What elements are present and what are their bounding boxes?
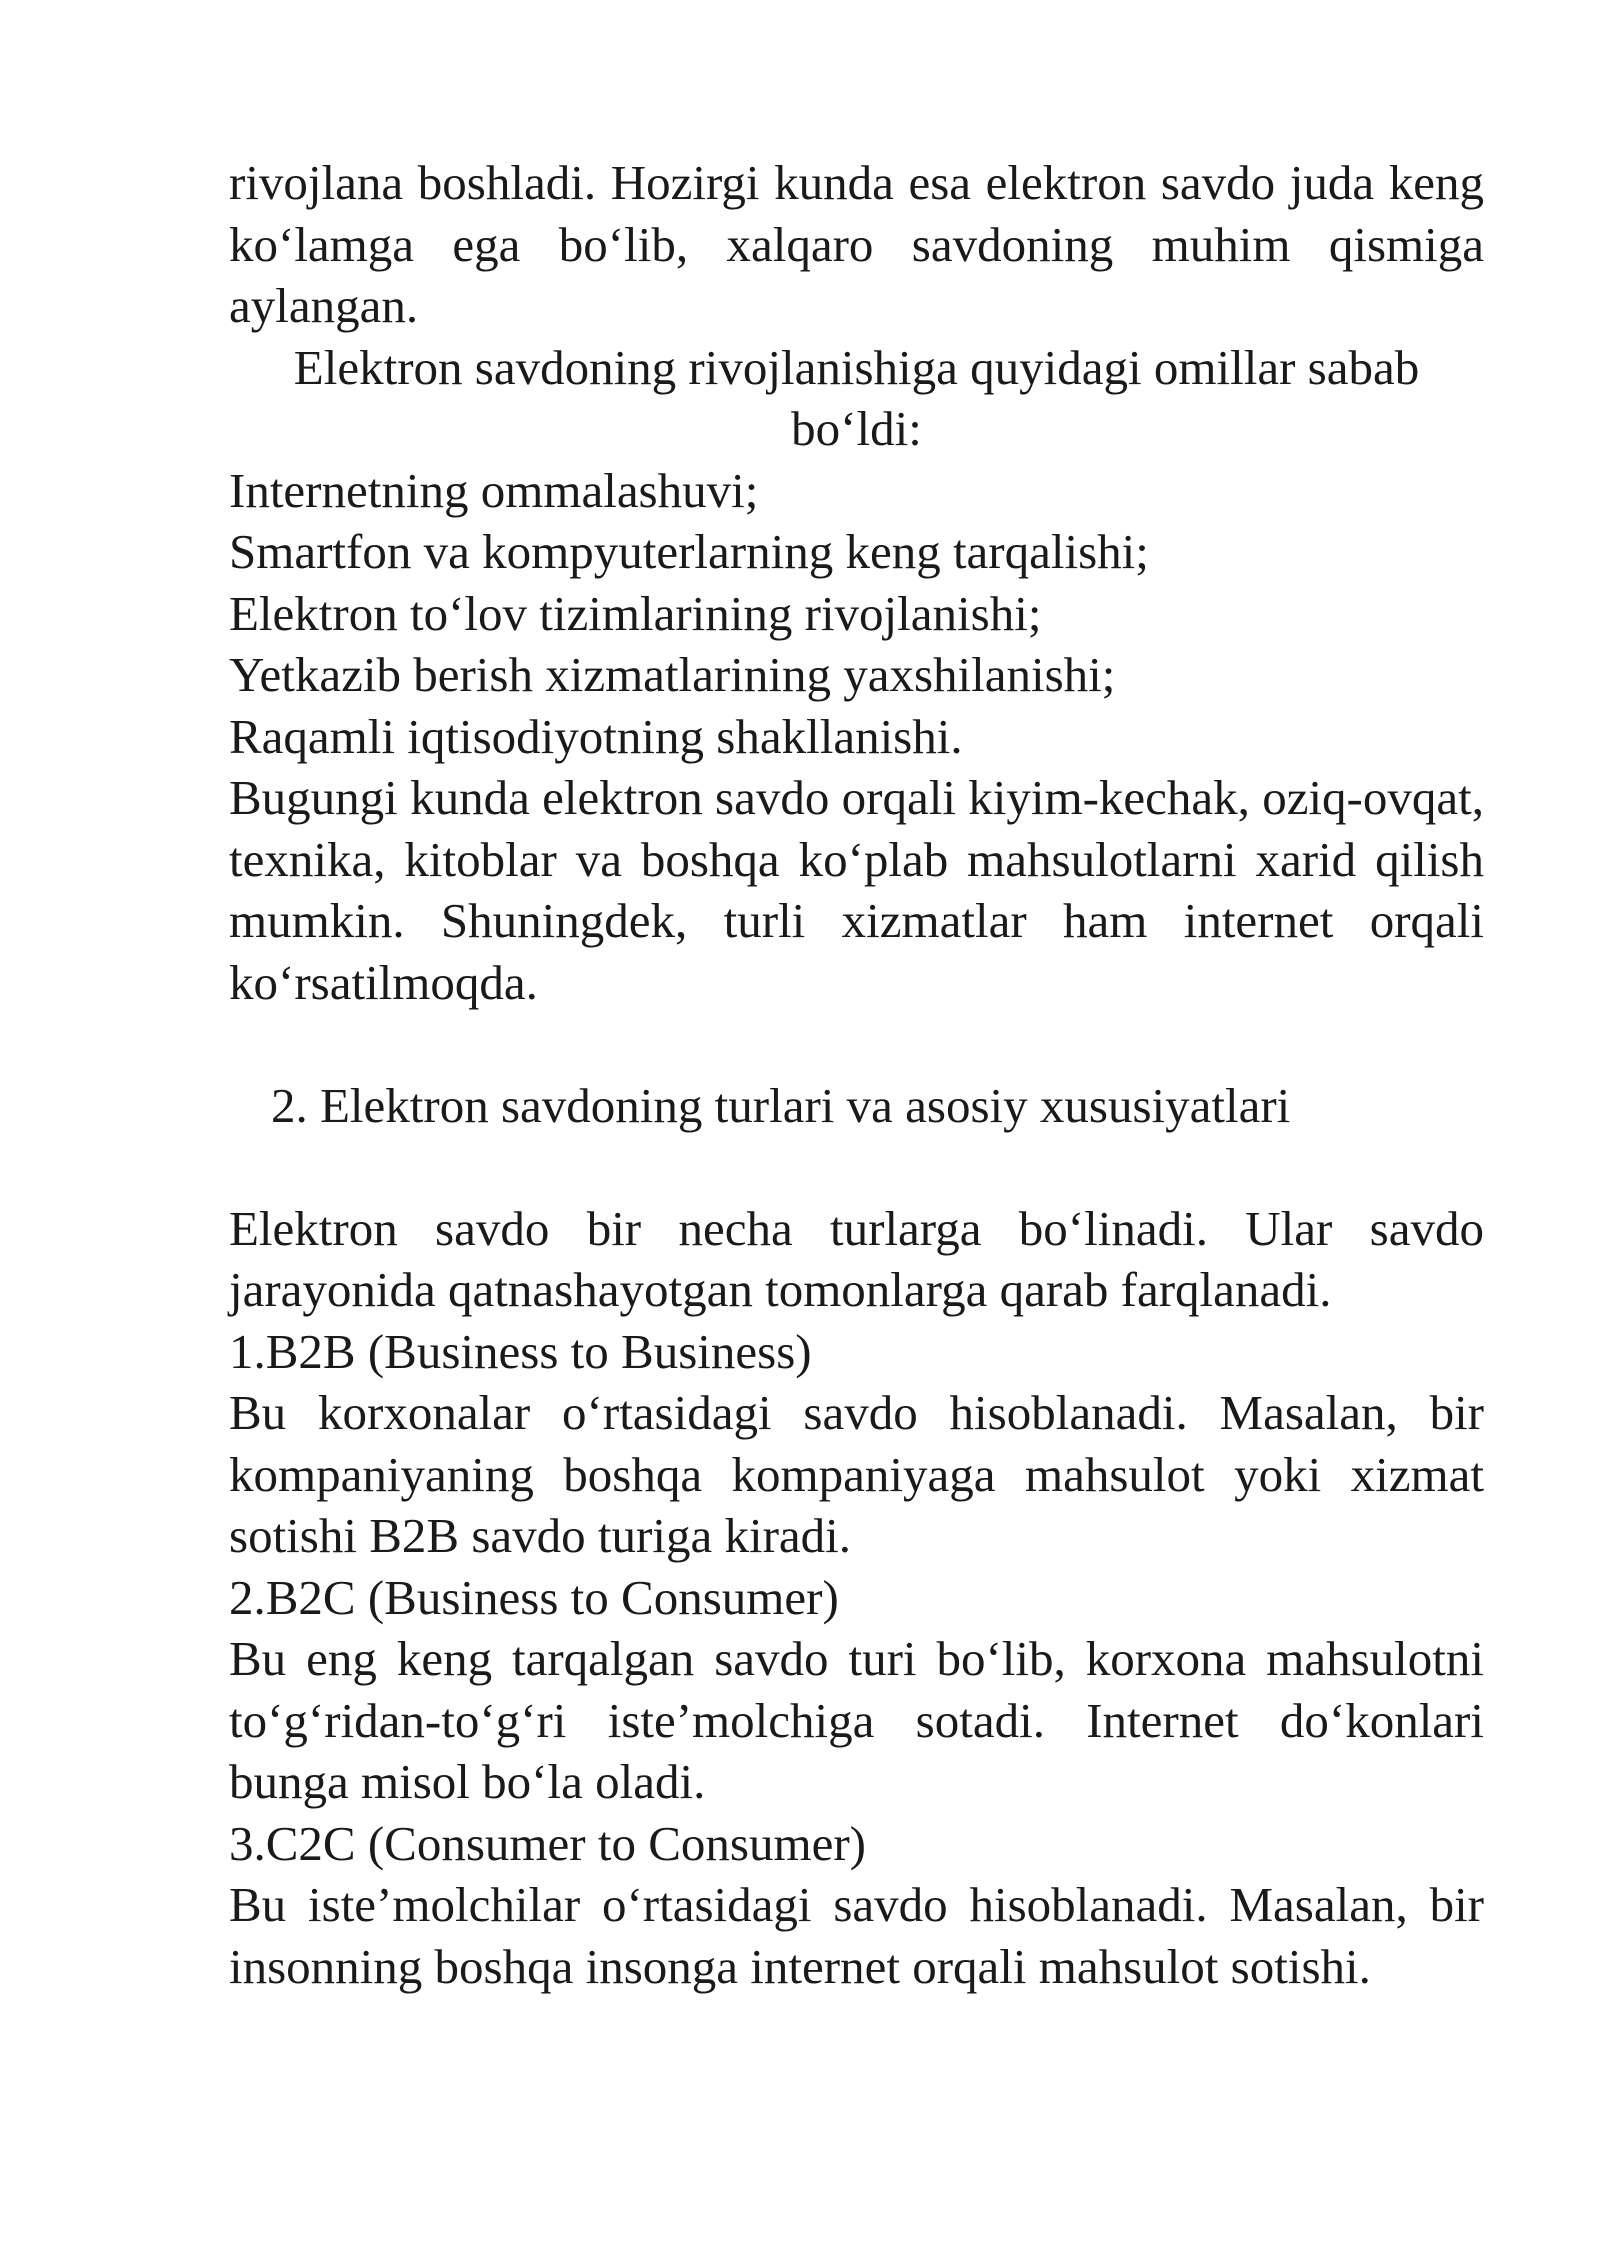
type-text-b2b: Bu korxonalar o‘rtasidagi savdo hisoblanadi. Masalan, bir kompaniyaning boshqa kompaniyaga mahsulot yoki xizmat sotishi B2B savdo turiga kiradi. [229,1385,1484,1563]
factors-intro-paragraph: Elektron savdoning rivojlanishiga quyidagi omillar sabab bo‘ldi: [293,339,1420,456]
factor-item-5: Raqamli iqtisodiyotning shakllanishi. [229,708,963,764]
factor-item-4: Yetkazib berish xizmatlarining yaxshilanishi; [229,647,1116,702]
factor-item-3: Elektron to‘lov tizimlarining rivojlanishi; [229,585,1042,641]
factor-item-1: Internetning ommalashuvi; [229,462,759,518]
type-text-c2c: Bu iste’molchilar o‘rtasidagi savdo hisoblanadi. Masalan, bir insonning boshqa insonga internet orqali mahsulot sotishi. [229,1877,1484,1994]
type-text-b2c: Bu eng keng tarqalgan savdo turi bo‘lib, korxona mahsulotni to‘g‘ridan-to‘g‘ri iste’molchiga sotadi. Internet do‘konlari bunga misol bo‘la oladi. [229,1631,1484,1809]
factor-item-2: Smartfon va kompyuterlarning keng tarqalishi; [229,524,1149,579]
today-paragraph: Bugungi kunda elektron savdo orqali kiyim-kechak, oziq-ovqat, texnika, kitoblar va boshqa ko‘plab mahsulotlarni xarid qilish mumkin. Shuningdek, turli xizmatlar ham internet orqali ko‘rsatilmoqda. [229,770,1484,1010]
section-2-heading: 2. Elektron savdoning turlari va asosiy xususiyatlari [271,1077,1291,1133]
type-title-c2c: 3.C2C (Consumer to Consumer) [229,1815,866,1871]
type-title-b2b: 1.B2B (Business to Business) [229,1323,812,1379]
intro-continuation-paragraph: rivojlana boshladi. Hozirgi kunda esa elektron savdo juda keng ko‘lamga ega bo‘lib, xalqaro savdoning muhim qismiga aylangan. [229,155,1484,333]
document-page [229,152,1484,1997]
type-title-b2c: 2.B2C (Business to Consumer) [229,1569,839,1625]
section-2-intro-paragraph: Elektron savdo bir necha turlarga bo‘linadi. Ular savdo jarayonida qatnashayotgan tomonlarga qarab farqlanadi. [229,1200,1484,1317]
